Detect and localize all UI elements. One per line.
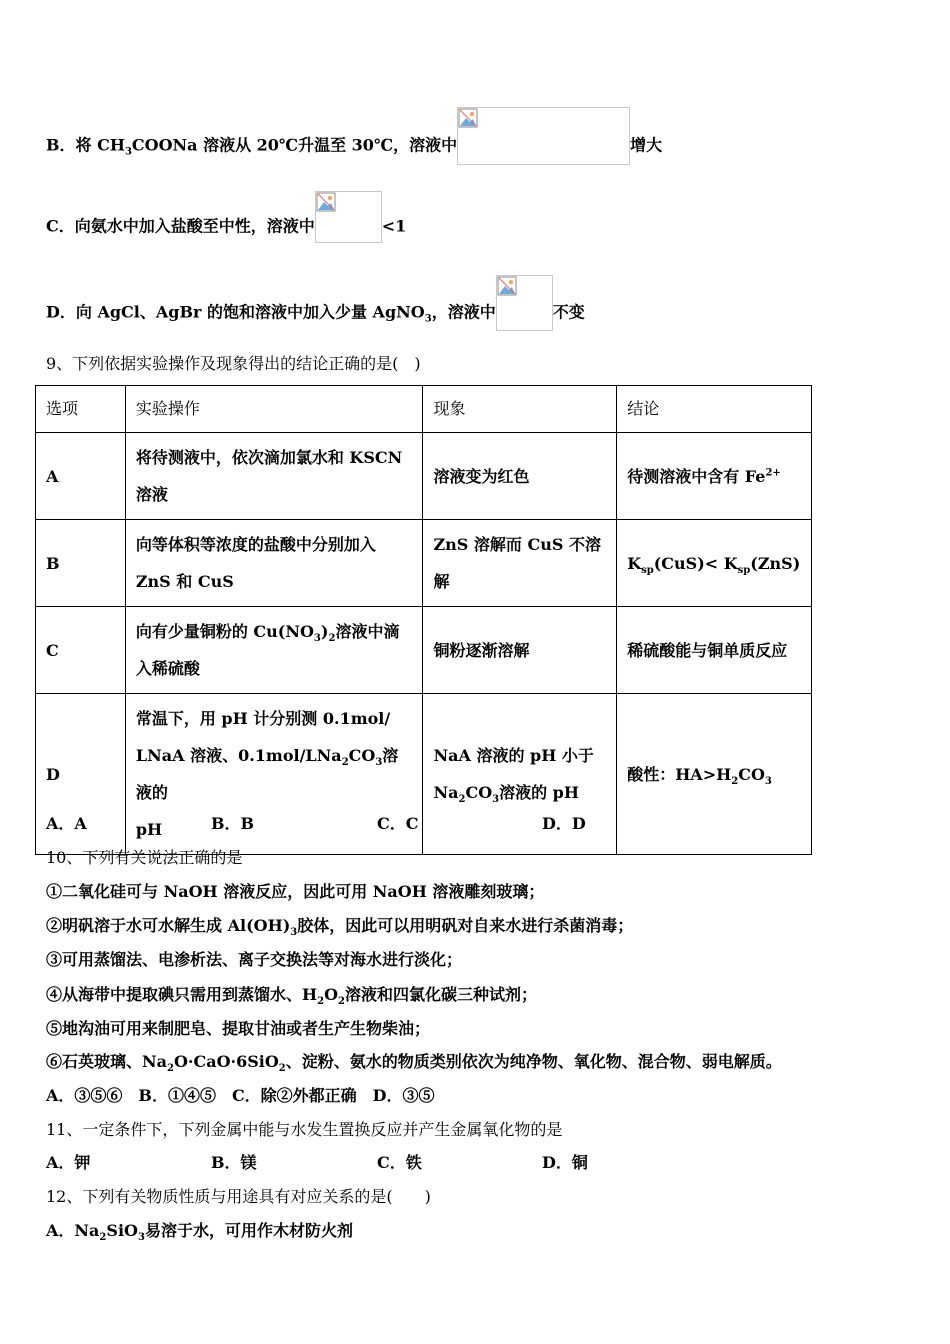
subscript: 3 bbox=[764, 775, 772, 787]
q10-question bbox=[46, 848, 242, 868]
subscript: 2 bbox=[458, 794, 466, 806]
text: ⑥石英玻璃、Na bbox=[46, 1052, 167, 1071]
text-line bbox=[433, 774, 606, 811]
text: ③可用蒸馏法、电渗析法、离子交换法等对海水进行淡化； bbox=[46, 950, 463, 969]
operation-cell: 将待测液中，依次滴加氯水和 KSCN 溶液 bbox=[125, 433, 423, 520]
text: SiO bbox=[106, 1221, 138, 1240]
subscript: 3 bbox=[137, 1232, 145, 1244]
conclusion-cell bbox=[617, 694, 812, 855]
q11-question bbox=[46, 1120, 562, 1140]
text: ，溶液中 bbox=[431, 302, 496, 322]
subscript: 3 bbox=[424, 313, 432, 325]
conclusion-cell: 稀硫酸能与铜单质反应 bbox=[617, 607, 812, 694]
text: (ZnS) bbox=[750, 553, 801, 573]
phenomenon-cell bbox=[423, 694, 617, 855]
choice-c[interactable]: C．铁 bbox=[377, 1153, 422, 1172]
q12-option-a bbox=[46, 1221, 353, 1244]
text: LNaA 溶液、0.1mol/LNa bbox=[135, 746, 342, 765]
formula-image-placeholder bbox=[496, 275, 553, 331]
text: ⑤地沟油可用来制肥皂、提取甘油或者生产生物柴油； bbox=[46, 1019, 431, 1038]
table-row bbox=[36, 607, 812, 694]
subscript: 2 bbox=[338, 996, 345, 1008]
question-text: 10、下列有关说法正确的是 bbox=[46, 848, 243, 867]
q10-statement-3 bbox=[46, 950, 462, 970]
phenomenon-cell: 溶液变为红色 bbox=[423, 433, 617, 520]
q10-statement-5 bbox=[46, 1019, 430, 1039]
conclusion-cell bbox=[617, 433, 812, 520]
text: ①二氧化硅可与 NaOH 溶液反应，因此可用 NaOH 溶液雕刻玻璃； bbox=[46, 882, 545, 901]
broken-image-icon bbox=[497, 276, 517, 296]
operation-cell: 向等体积等浓度的盐酸中分别加入 ZnS 和 CuS bbox=[125, 520, 423, 607]
subscript: sp bbox=[737, 564, 751, 576]
text: COONa 溶液从 20℃升温至 30℃，溶液中 bbox=[131, 135, 458, 155]
operation-cell bbox=[125, 607, 423, 694]
option-cell: D bbox=[36, 694, 126, 855]
text: pH bbox=[135, 820, 163, 839]
subscript: 3 bbox=[492, 794, 500, 806]
text: 溶液中滴入稀硫酸 bbox=[135, 622, 400, 678]
q10-statement-2 bbox=[46, 916, 634, 939]
q8-option-d bbox=[46, 295, 585, 331]
text: <1 bbox=[381, 216, 407, 236]
text: O·CaO·6SiO bbox=[173, 1052, 279, 1071]
subscript: 3 bbox=[375, 757, 383, 769]
text: 溶液的 bbox=[135, 746, 399, 802]
text-line bbox=[136, 737, 413, 811]
subscript: 2 bbox=[341, 757, 349, 769]
subscript: sp bbox=[641, 564, 654, 576]
text: K bbox=[627, 553, 642, 573]
text: 胶体，因此可以用明矾对自来水进行杀菌消毒； bbox=[297, 916, 634, 935]
broken-image-icon bbox=[458, 108, 478, 128]
header-cell: 结论 bbox=[617, 386, 812, 433]
text: 易溶于水，可用作木材防火剂 bbox=[144, 1221, 353, 1240]
q10-statement-1 bbox=[46, 882, 544, 902]
phenomenon-cell: ZnS 溶解而 CuS 不溶解 bbox=[423, 520, 617, 607]
header-cell: 实验操作 bbox=[125, 386, 423, 433]
text: B．将 CH bbox=[46, 135, 125, 155]
choice-b[interactable]: B．镁 bbox=[211, 1153, 257, 1172]
phenomenon-cell: 铜粉逐渐溶解 bbox=[423, 607, 617, 694]
table-row bbox=[36, 433, 812, 520]
text: 向有少量铜粉的 Cu(NO bbox=[135, 622, 314, 641]
subscript: 3 bbox=[124, 146, 132, 158]
q8-option-b bbox=[46, 127, 662, 165]
q9-question bbox=[46, 354, 421, 374]
subscript: 2 bbox=[278, 1063, 286, 1075]
choices-text[interactable]: A．③⑤⑥ B．①④⑤ C．除②外都正确 D．③⑤ bbox=[46, 1086, 435, 1105]
header-cell: 选项 bbox=[36, 386, 126, 433]
formula-image-placeholder bbox=[457, 107, 630, 165]
text: C．向氨水中加入盐酸至中性，溶液中 bbox=[46, 216, 315, 236]
option-cell: C bbox=[36, 607, 126, 694]
text: CO bbox=[465, 783, 493, 802]
choice-a[interactable]: A．钾 bbox=[46, 1153, 91, 1172]
q10-choices bbox=[46, 1086, 435, 1106]
subscript: 3 bbox=[313, 633, 321, 645]
superscript: 2+ bbox=[765, 467, 781, 479]
choice-d[interactable]: D．D bbox=[542, 814, 586, 833]
q10-statement-6 bbox=[46, 1052, 782, 1075]
subscript: 2 bbox=[328, 633, 336, 645]
text: CO bbox=[738, 764, 765, 784]
subscript: 2 bbox=[167, 1063, 174, 1075]
choice-c[interactable]: C．C bbox=[377, 814, 419, 833]
q9-table bbox=[35, 385, 812, 855]
choice-b[interactable]: B．B bbox=[211, 814, 255, 833]
text: 溶液和四氯化碳三种试剂； bbox=[345, 985, 538, 1004]
table-header-row bbox=[36, 386, 812, 433]
broken-image-icon bbox=[316, 192, 336, 212]
subscript: 2 bbox=[731, 775, 739, 787]
subscript: 2 bbox=[317, 996, 325, 1008]
question-text: 12、下列有关物质性质与用途具有对应关系的是( ) bbox=[46, 1187, 431, 1206]
option-cell: B bbox=[36, 520, 126, 607]
text: NaA 溶液的 pH 小于 bbox=[433, 746, 594, 765]
text: K bbox=[723, 553, 738, 573]
conclusion-cell bbox=[617, 520, 812, 607]
text: 、淀粉、氨水的物质类别依次为纯净物、氧化物、混合物、弱电解质。 bbox=[285, 1052, 782, 1071]
question-text: 11、一定条件下，下列金属中能与水发生置换反应并产生金属氧化物的是 bbox=[46, 1120, 563, 1139]
text: 常温下，用 pH 计分别测 0.1mol/ bbox=[135, 709, 391, 728]
text: ④从海带中提取碘只需用到蒸馏水、H bbox=[46, 985, 318, 1004]
header-cell: 现象 bbox=[423, 386, 617, 433]
table-row bbox=[36, 694, 812, 855]
text: 溶液的 pH bbox=[499, 783, 579, 802]
text: D．向 AgCl、AgBr 的饱和溶液中加入少量 AgNO bbox=[46, 302, 425, 322]
question-text: 9、下列依据实验操作及现象得出的结论正确的是( ) bbox=[46, 354, 421, 373]
subscript: 2 bbox=[99, 1232, 107, 1244]
text: A．Na bbox=[46, 1221, 100, 1240]
text: 增大 bbox=[630, 135, 663, 155]
q8-option-c bbox=[46, 211, 406, 243]
text: 酸性：HA>H bbox=[627, 764, 732, 784]
q10-statement-4 bbox=[46, 985, 538, 1008]
q12-question bbox=[46, 1187, 431, 1207]
subscript: 3 bbox=[290, 927, 298, 939]
text: 待测溶液中含有 Fe bbox=[627, 466, 766, 486]
text: ②明矾溶于水可水解生成 Al(OH) bbox=[46, 916, 291, 935]
text: (CuS)< bbox=[653, 553, 724, 573]
text: O bbox=[324, 985, 339, 1004]
text: CO bbox=[348, 746, 376, 765]
text: ) bbox=[320, 622, 329, 641]
text: 不变 bbox=[552, 302, 585, 322]
table-row bbox=[36, 520, 812, 607]
option-cell: A bbox=[36, 433, 126, 520]
text: Na bbox=[433, 783, 459, 802]
formula-image-placeholder bbox=[315, 191, 382, 243]
choice-a[interactable]: A．A bbox=[46, 814, 87, 833]
choice-d[interactable]: D．铜 bbox=[542, 1153, 588, 1172]
